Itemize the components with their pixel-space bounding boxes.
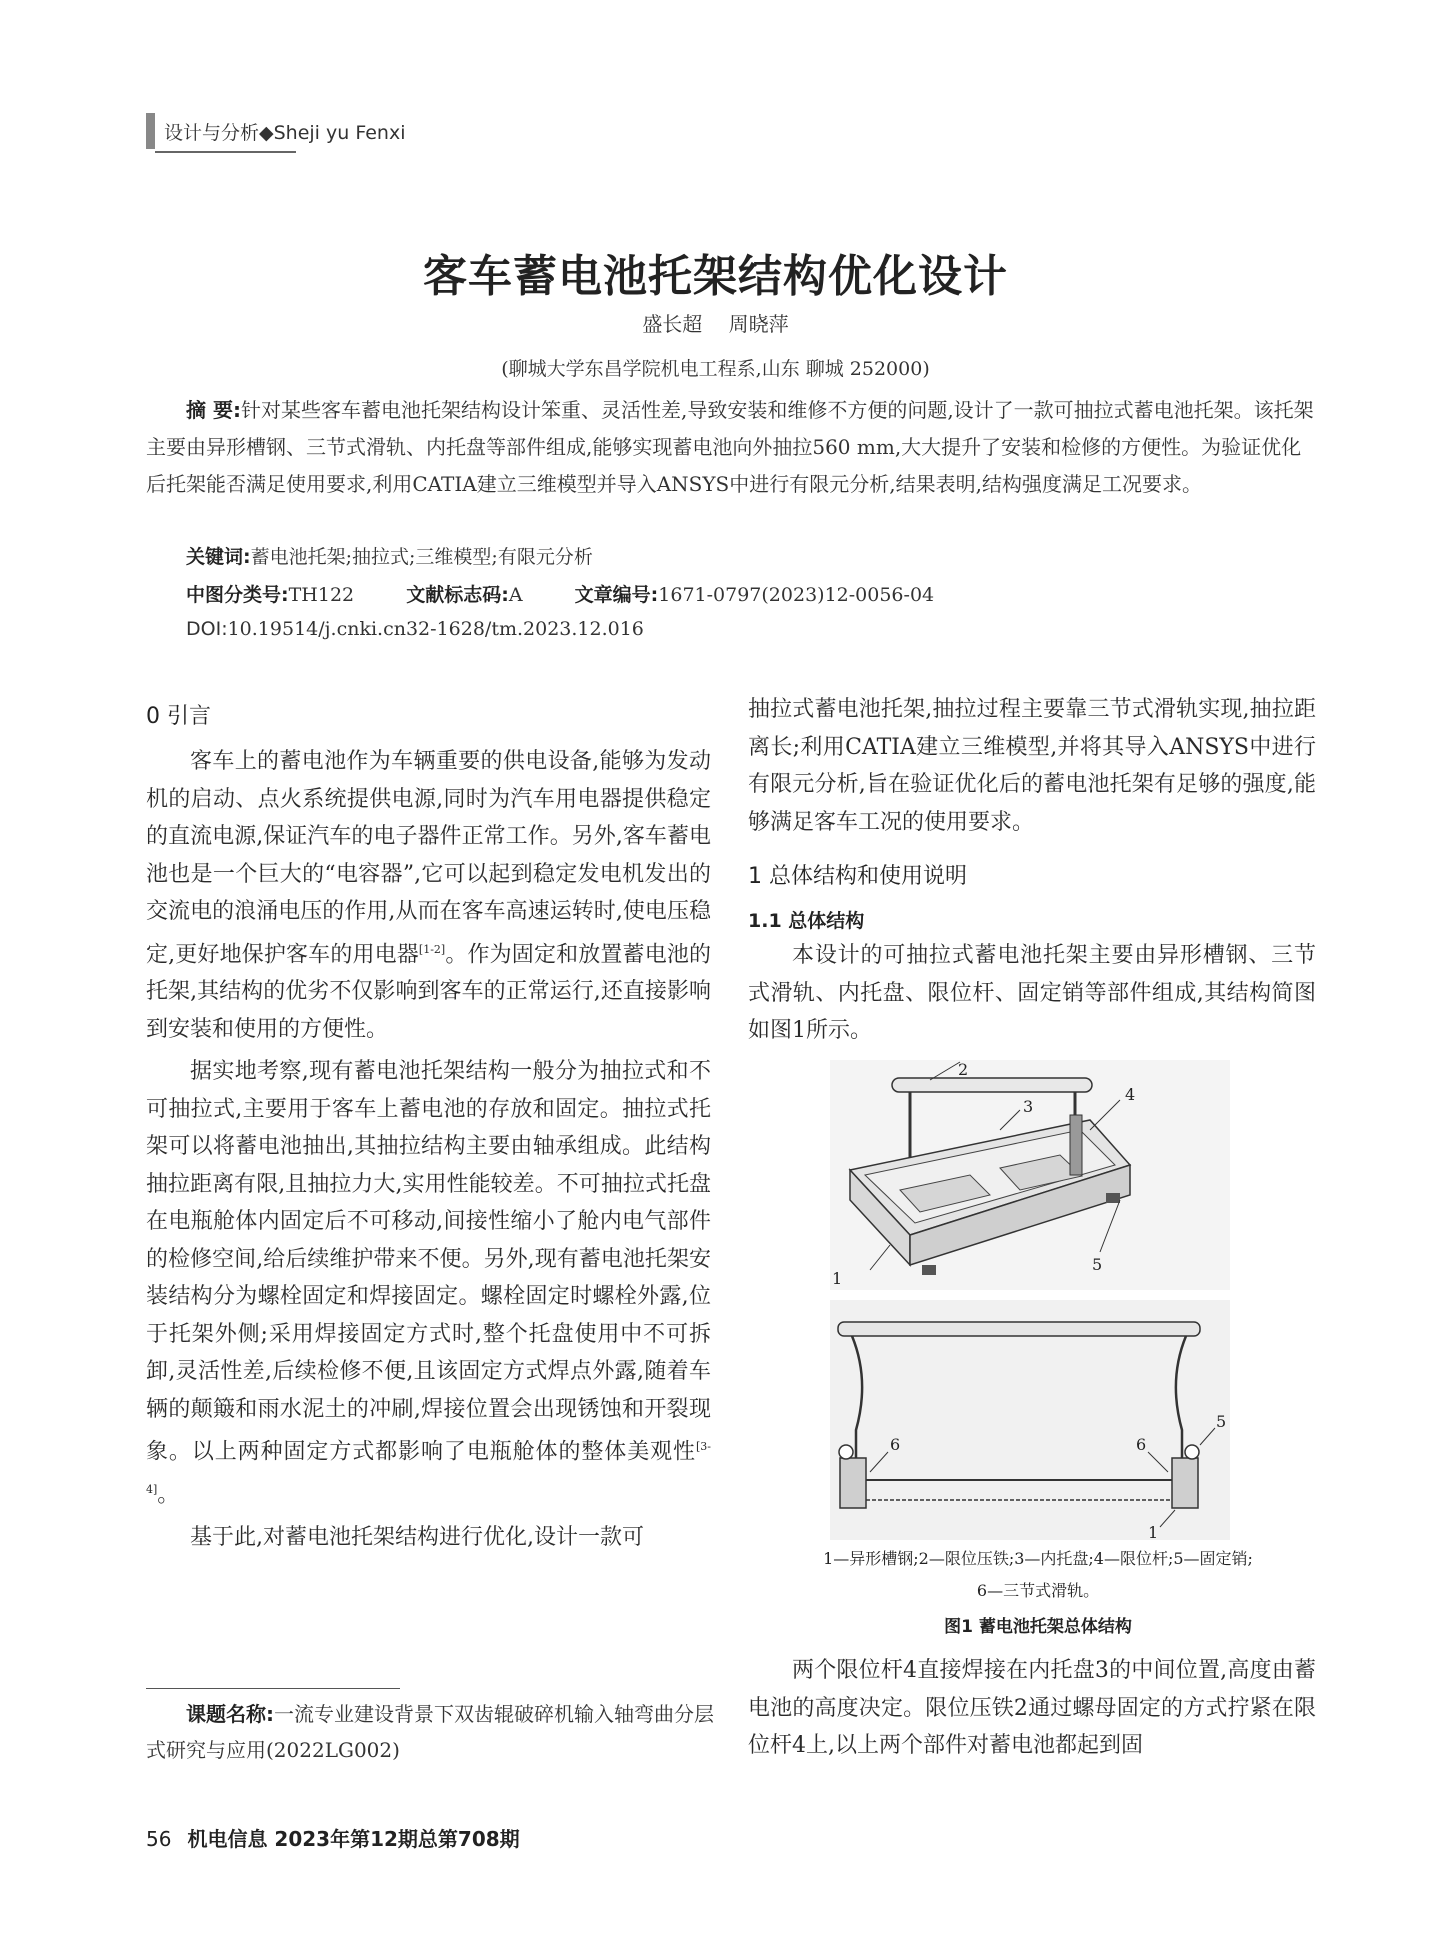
clc-label: 中图分类号: [186,584,289,606]
left-column [146,743,711,1556]
running-header-text: 设计与分析◆Sheji yu Fenxi [164,122,406,144]
figure-1-legend-line-1: 1—异形槽钢;2—限位压铁;3—内托盘;4—限位杆;5—固定销; [823,1549,1253,1568]
footnote-rule [146,1688,400,1689]
keywords [186,542,593,569]
section-1-1-body [748,937,1316,1050]
article-title: 客车蓄电池托架结构优化设计 [423,251,1008,302]
doi-line [186,618,644,640]
slide-rail-side [1070,1115,1082,1175]
citation-3-4: [3-4] [146,1440,711,1497]
callout-top-3: 3 [1023,1097,1034,1116]
footnote-label: 课题名称: [186,1702,274,1726]
page-number: 56 [146,1827,172,1851]
affiliation: (聊城大学东昌学院机电工程系,山东 聊城 252000) [501,358,930,380]
authors: 盛长超 周晓萍 [642,312,789,336]
abstract [146,392,1316,503]
section-channel-right [1172,1458,1198,1508]
classification-line [186,580,934,607]
doi-value: 10.19514/j.cnki.cn32-1628/tm.2023.12.016 [227,618,644,640]
section-handle-bar [838,1322,1200,1336]
callout-bottom-6-left: 6 [890,1435,901,1454]
keywords-text: 蓄电池托架;抽拉式;三维模型;有限元分析 [250,546,593,568]
figure-1 [830,1060,1230,1620]
footnote [146,1696,716,1768]
running-header [146,113,406,149]
keywords-label: 关键词: [186,546,251,568]
foot-left [922,1265,936,1275]
section-0-heading: 0 引言 [146,704,211,729]
callout-top-4: 4 [1125,1085,1136,1104]
clc-value: TH122 [288,584,355,606]
right-paragraph-continued: 抽拉式蓄电池托架,抽拉过程主要靠三节式滑轨实现,抽拉距离长;利用CATIA建立三维模型,并将其导入ANSYS中进行有限元分析,旨在验证优化后的蓄电池托架有足够的强度,能够满足客车工况的使用要求。 [748,697,1316,835]
article-no-value: 1671-0797(2023)12-0056-04 [658,584,935,606]
footnote-text: 一流专业建设背景下双齿辊破碎机输入轴弯曲分层式研究与应用(2022LG002) [146,1702,714,1762]
right-column-bottom [748,1652,1316,1765]
section-1-1-heading: 1.1 总体结构 [748,910,865,932]
intro-paragraph-2 [146,1053,711,1514]
right-column-top [748,691,1316,841]
section-1-1-paragraph: 本设计的可抽拉式蓄电池托架主要由异形槽钢、三节式滑轨、内托盘、限位杆、固定销等部件组成,其结构简图如图1所示。 [748,943,1316,1043]
doi-label: DOI: [186,618,228,640]
abstract-label: 摘 要: [186,398,241,422]
figure-1-legend-line-2: 6—三节式滑轨。 [976,1581,1100,1600]
abstract-text: 针对某些客车蓄电池托架结构设计笨重、灵活性差,导致安装和维修不方便的问题,设计了一款可抽拉式蓄电池托架。该托架主要由异形槽钢、三节式滑轨、内托盘等部件组成,能够实现蓄电池向外抽拉560 mm,大大提升了安装和检修的方便性。为验证优化后托架能否满足使用要求,利用CATIA建立三维模型并导入ANSYS中进行有限元分析,结果表明,结构强度满足工况要求。 [146,398,1314,496]
journal-issue: 机电信息 2023年第12期总第708期 [187,1827,520,1851]
figure-1-drawing [830,1060,1230,1620]
intro-paragraph-1 [146,743,711,1048]
section-channel-left [840,1458,866,1508]
article-no-label: 文章编号: [574,584,659,606]
doc-code-value: A [508,584,523,606]
doc-code-label: 文献标志码: [406,584,509,606]
header-rule [155,151,296,153]
callout-bottom-5: 5 [1216,1412,1227,1431]
page-footer [146,1823,520,1852]
callout-top-5: 5 [1092,1255,1103,1274]
header-bar [146,113,155,149]
intro-p2-text-a: 据实地考察,现有蓄电池托架结构一般分为抽拉式和不可抽拉式,主要用于客车上蓄电池的存放和固定。抽拉式托架可以将蓄电池抽出,其抽拉结构主要由轴承组成。此结构抽拉距离有限,且抽拉力大,实用性能较差。不可抽拉式托盘在电瓶舱体内固定后不可移动,间接性缩小了舱内电气部件的检修空间,给后续维护带来不便。另外,现有蓄电池托架安装结构分为螺栓固定和焊接固定。螺栓固定时螺栓外露,位于托架外侧;采用焊接固定方式时,整个托盘使用中不可拆卸,灵活性差,后续检修不便,且该固定方式焊点外露,随着车辆的颠簸和雨水泥土的冲刷,焊接位置会出现锈蚀和开裂现象。以上两种固定方式都影响了电瓶舱体的整体美观性 [146,1059,711,1465]
callout-top-1: 1 [832,1269,843,1288]
figure-1-caption: 图1 蓄电池托架总体结构 [944,1617,1132,1637]
foot-right [1106,1193,1120,1203]
callout-bottom-1: 1 [1148,1523,1159,1542]
limit-rod-paragraph: 两个限位杆4直接焊接在内托盘3的中间位置,高度由蓄电池的高度决定。限位压铁2通过螺母固定的方式拧紧在限位杆4上,以上两个部件对蓄电池都起到固 [748,1658,1316,1758]
intro-p1-text-b: 。作为固定和放置蓄电池的托架,其结构的优劣不仅影响到客车的正常运行,还直接影响到安装和使用的方便性。 [146,941,711,1042]
handle-bar [892,1078,1092,1092]
fixing-pin-right [1185,1445,1199,1459]
intro-p1-text-a: 客车上的蓄电池作为车辆重要的供电设备,能够为发动机的启动、点火系统提供电源,同时为汽车用电器提供稳定的直流电源,保证汽车的电子器件正常工作。另外,客车蓄电池也是一个巨大的“电容器”,它可以起到稳定发电机发出的交流电的浪涌电压的作用,从而在客车高速运转时,使电压稳定,更好地保护客车的用电器 [146,749,711,967]
citation-1-2: [1-2] [418,942,446,956]
intro-paragraph-3: 基于此,对蓄电池托架结构进行优化,设计一款可 [190,1524,644,1550]
callout-top-2: 2 [958,1060,969,1079]
intro-p2-text-b: 。 [157,1482,180,1508]
section-1-heading: 1 总体结构和使用说明 [748,864,967,889]
callout-bottom-6-right: 6 [1136,1435,1147,1454]
fixing-pin-left [839,1445,853,1459]
